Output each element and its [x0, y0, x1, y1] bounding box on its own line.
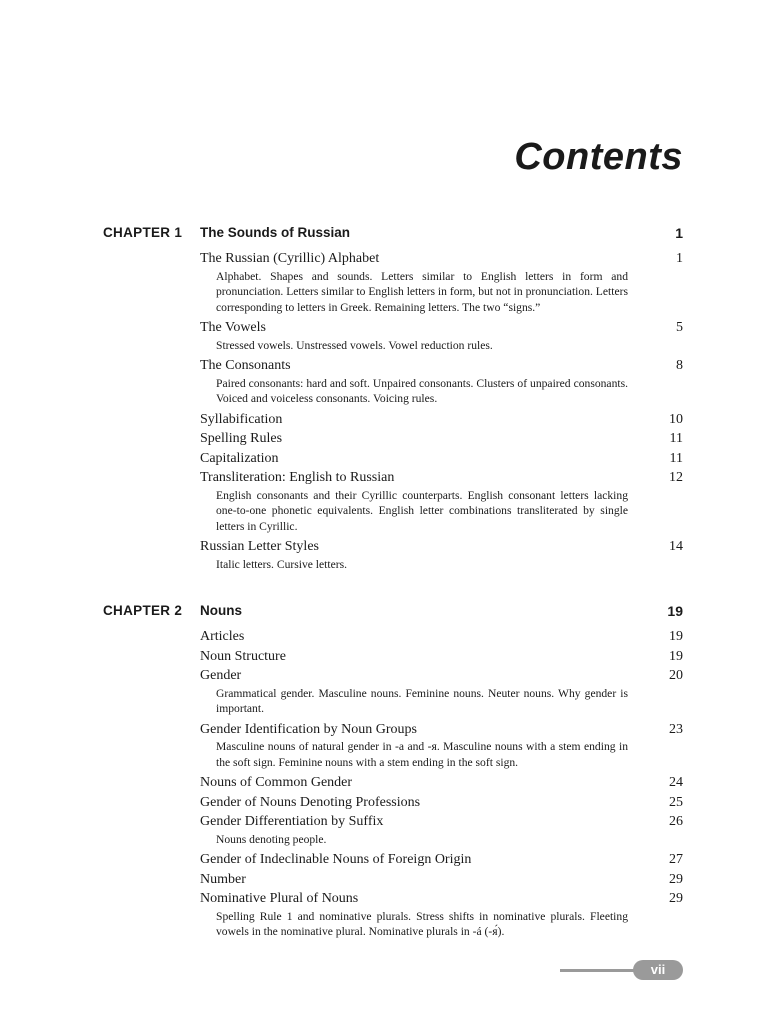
toc-entry-page: 10: [669, 411, 683, 427]
toc-entry-title: The Russian (Cyrillic) Alphabet: [200, 251, 380, 266]
chapter-2-section: [0, 603, 783, 943]
toc-entry-title: Nouns of Common Gender: [200, 775, 353, 790]
toc-entry: [200, 410, 683, 430]
toc-entry-page: 27: [669, 852, 683, 867]
toc-entry-title: The Vowels: [200, 320, 266, 335]
toc-entry-description: Italic letters. Cursive letters.: [216, 557, 348, 571]
toc-entry: [200, 249, 683, 315]
toc-entry: [200, 647, 683, 667]
toc-entry-title: Syllabification: [200, 411, 283, 427]
toc-entry-title: Gender Identification by Noun Groups: [200, 721, 417, 737]
toc-entry-title: Transliteration: English to Russian: [200, 470, 395, 485]
page-title: Contents: [514, 136, 683, 178]
toc-entry-page: 11: [669, 450, 683, 466]
toc-entry: [200, 720, 683, 771]
toc-entry-description: Paired consonants: hard and soft. Unpaired consonants. Clusters of unpaired consonants. Voiced and voiceless consonants. Voicing rules.: [216, 376, 628, 405]
chapter-page-number: 19: [667, 603, 683, 619]
toc-entry-title: Gender Differentiation by Suffix: [200, 814, 384, 829]
page-number-badge: vii: [633, 960, 683, 980]
toc-entry-page: 26: [669, 814, 683, 829]
toc-entry-page: 29: [669, 891, 683, 906]
toc-entry-description: Spelling Rule 1 and nominative plurals. Stress shifts in nominative plurals. Fleeting vowels in the nominative plural. Nominative plurals in -á (-я́).: [216, 909, 628, 938]
toc-entry: [200, 812, 683, 847]
toc-entry-page: 19: [669, 629, 683, 644]
toc-entry-page: 8: [676, 358, 683, 373]
toc-entry: [200, 468, 683, 534]
toc-entry-title: Capitalization: [200, 450, 279, 466]
toc-entry-description: Masculine nouns of natural gender in -а and -я. Masculine nouns with a stem ending in the soft sign. Feminine nouns with a stem ending in the soft sign.: [216, 740, 628, 769]
chapter-label: CHAPTER 1: [103, 225, 183, 240]
toc-entry: [200, 889, 683, 940]
toc-entry: [200, 870, 683, 890]
toc-entry-page: 19: [669, 648, 683, 664]
toc-entry-description: Grammatical gender. Masculine nouns. Feminine nouns. Neuter nouns. Why gender is important.: [216, 686, 628, 715]
toc-entry-title: The Consonants: [200, 358, 291, 373]
chapter-1-section: [0, 225, 783, 575]
toc-entry-page: 20: [669, 668, 683, 683]
toc-entry-page: 24: [669, 775, 683, 790]
toc-entry-description: English consonants and their Cyrillic counterparts. English consonant letters lacking one-to-one phonetic equivalents. English letter combinations transliterated by single letters in Cyrillic.: [216, 488, 628, 533]
toc-entry-title: Nominative Plural of Nouns: [200, 891, 359, 906]
toc-entry: [200, 429, 683, 449]
folio-rule: [560, 969, 640, 972]
toc-entry-description: Alphabet. Shapes and sounds. Letters similar to English letters in form and pronunciation. Letters similar to English letters in form, but not in pronunciation. Letters corresponding to letters in Greek. Remaining letters. The two “signs.”: [216, 269, 628, 314]
toc-entry: [200, 773, 683, 793]
toc-entry-page: 11: [669, 431, 683, 446]
toc-entry: [200, 449, 683, 469]
chapter-heading: [0, 225, 783, 247]
page-folio: [560, 960, 683, 982]
chapter-label: CHAPTER 2: [103, 603, 183, 618]
chapter-title: The Sounds of Russian: [200, 225, 351, 240]
chapter-heading: [0, 603, 783, 625]
toc-entry-page: 12: [669, 470, 683, 485]
chapter-title: Nouns: [200, 603, 242, 618]
toc-entry-title: Gender of Nouns Denoting Professions: [200, 794, 421, 810]
toc-entry: [200, 537, 683, 572]
toc-entry-page: 25: [669, 794, 683, 810]
toc-entry-page: 23: [669, 721, 683, 737]
toc-entry: [200, 793, 683, 813]
toc-entry-page: 1: [676, 251, 683, 266]
toc-entry-title: Noun Structure: [200, 648, 286, 664]
chapter-page-number: 1: [675, 225, 683, 241]
toc-entry: [200, 627, 683, 647]
toc-entry-title: Articles: [200, 629, 245, 644]
toc-entry-page: 29: [669, 871, 683, 887]
toc-entry: [200, 666, 683, 717]
toc-entry-page: 5: [676, 320, 683, 335]
toc-entry: [200, 318, 683, 353]
toc-entry-title: Number: [200, 871, 246, 887]
toc-entry-title: Gender: [200, 668, 242, 683]
toc-entry: [200, 356, 683, 407]
toc-entry-title: Spelling Rules: [200, 431, 283, 446]
toc-entry-description: Nouns denoting people.: [216, 832, 327, 846]
toc-entry-description: Stressed vowels. Unstressed vowels. Vowel reduction rules.: [216, 338, 493, 352]
toc-entry-page: 14: [669, 539, 683, 554]
toc-entry-title: Russian Letter Styles: [200, 539, 319, 554]
toc-entry: [200, 850, 683, 870]
toc-entry-title: Gender of Indeclinable Nouns of Foreign Origin: [200, 852, 472, 867]
